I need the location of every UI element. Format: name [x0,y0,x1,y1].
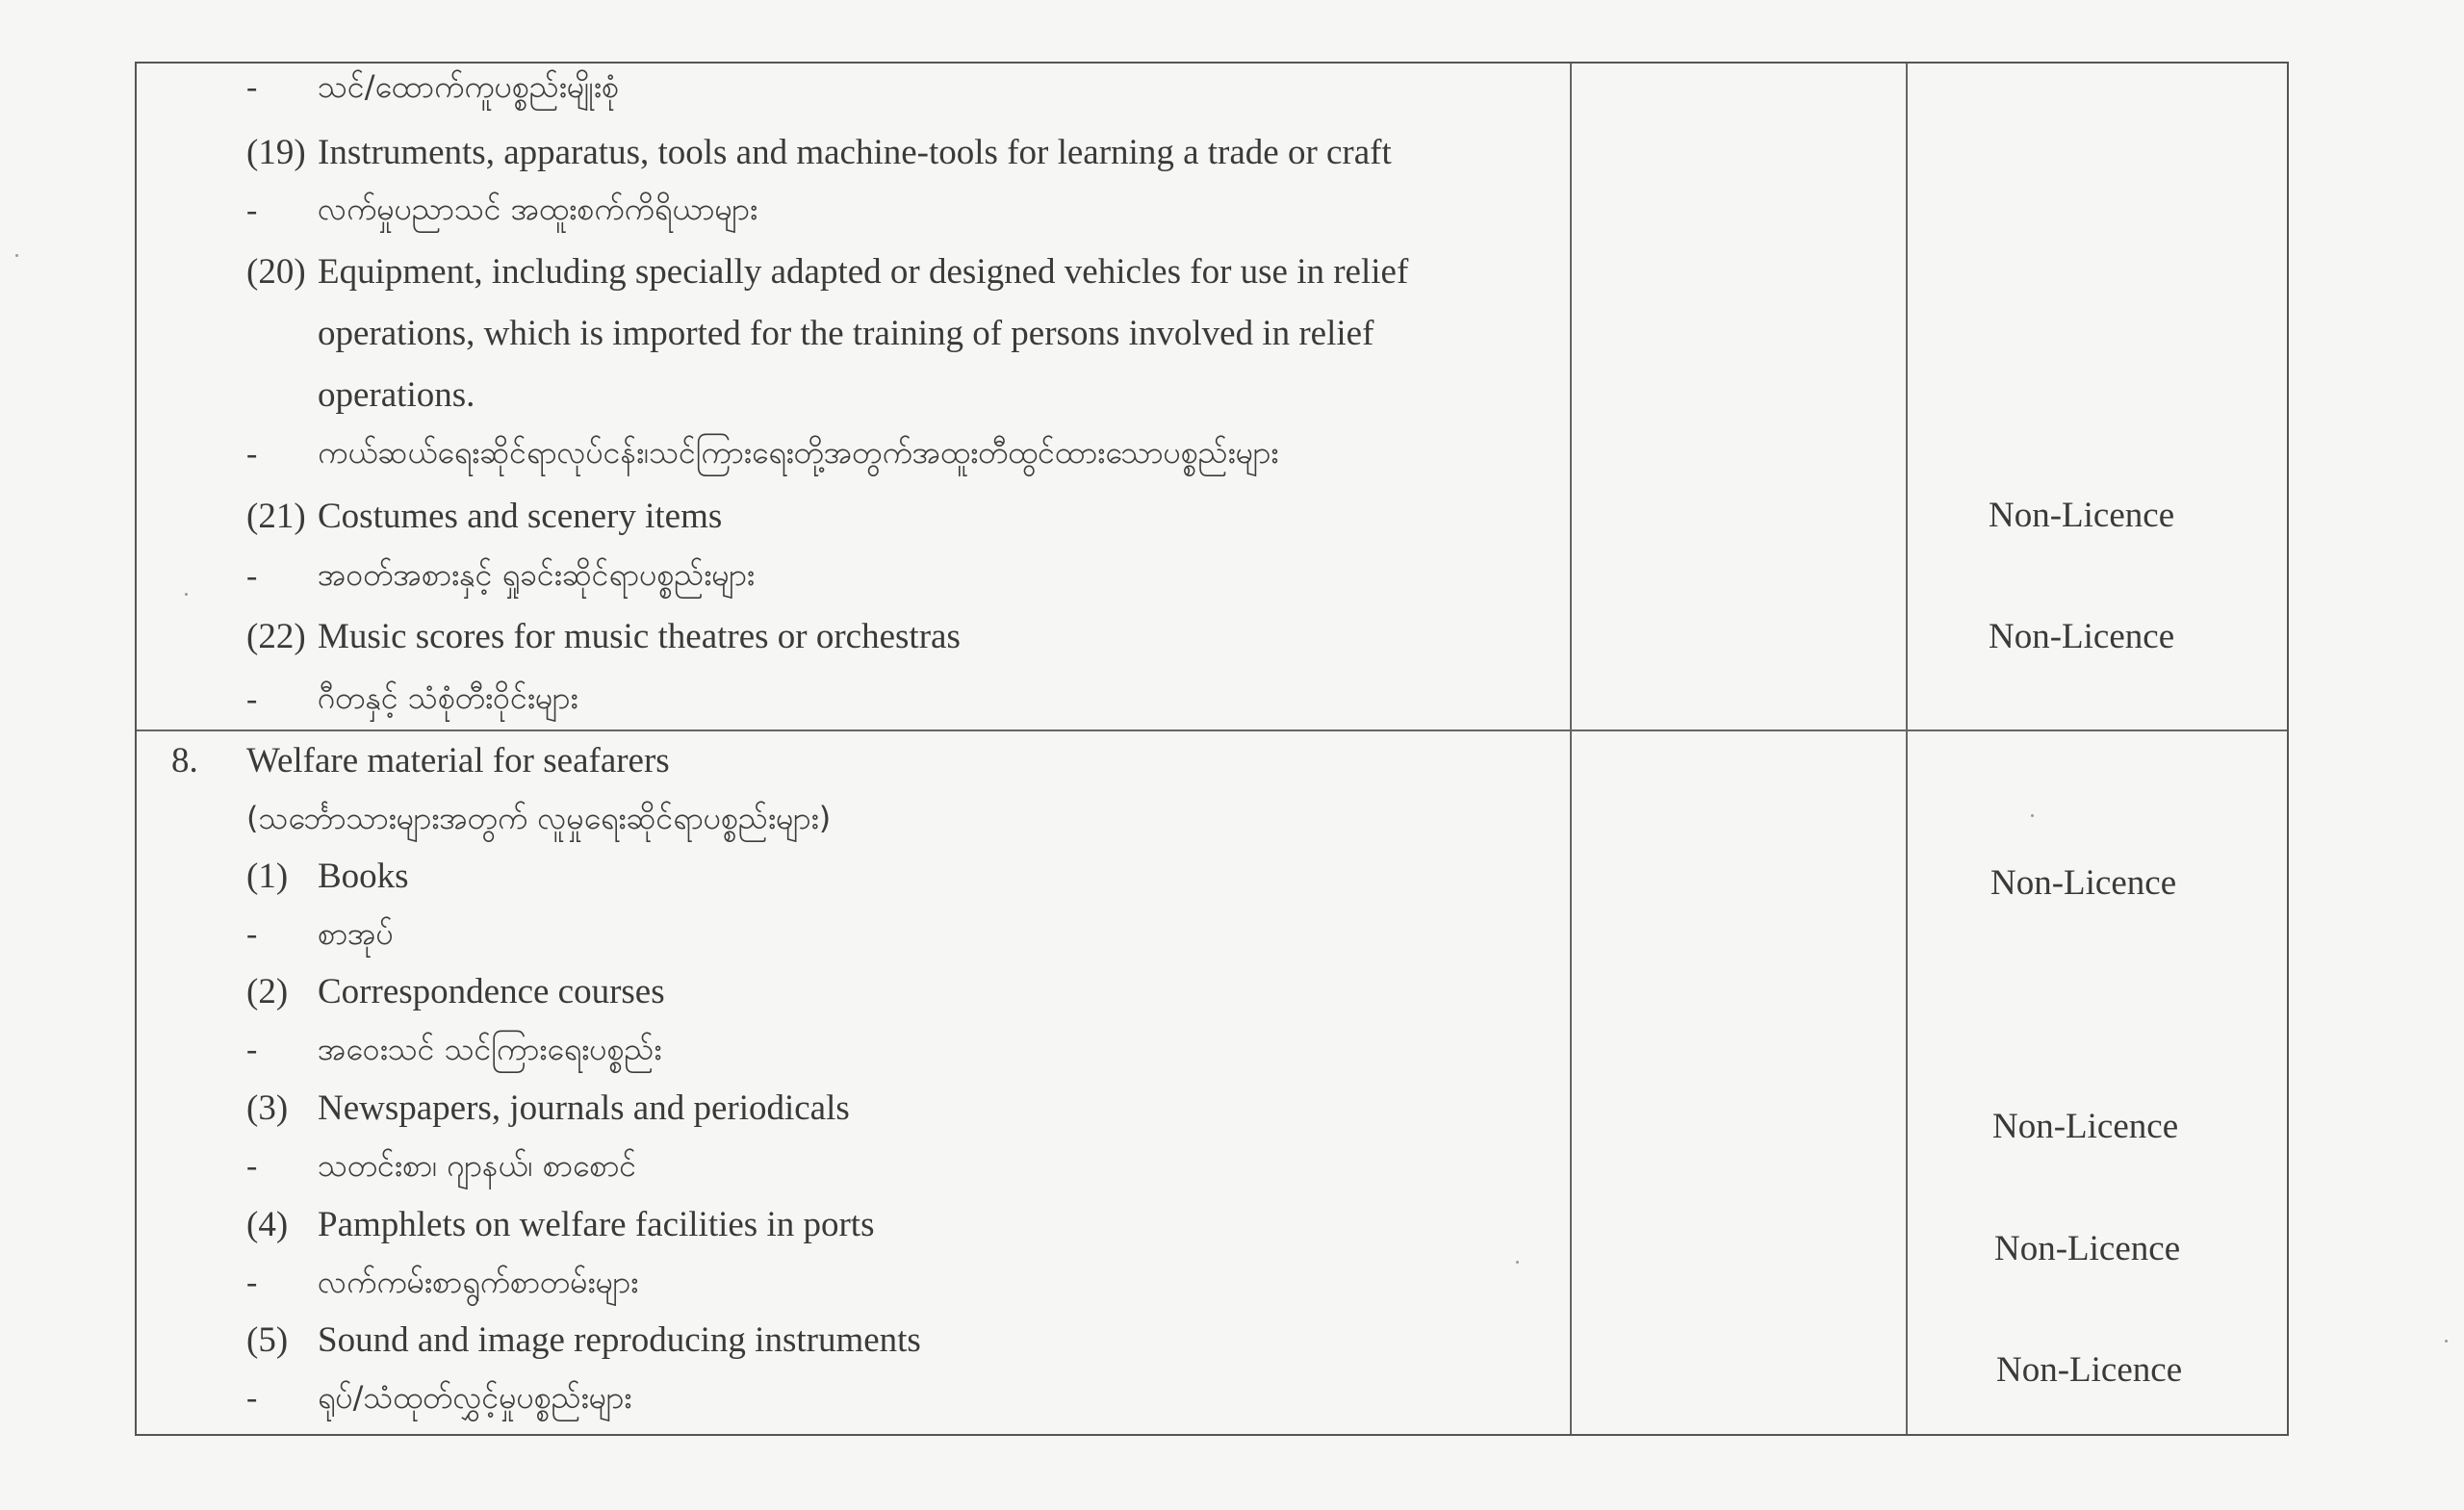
dash-marker: - [246,69,258,105]
burmese-line: လက်ကမ်းစာရွက်စာတမ်းများ [318,1264,639,1300]
dash-marker: - [246,558,258,594]
burmese-line: ရုပ်/သံထုတ်လွှင့်မှုပစ္စည်းများ [318,1379,632,1416]
item-text: Pamphlets on welfare facilities in ports [318,1205,875,1244]
item-number: (1) [246,857,289,896]
item-text-continued: operations. [318,375,475,415]
burmese-line: အဝေးသင် သင်ကြားရေးပစ္စည်း [318,1031,662,1067]
item-number: (19) [246,133,306,172]
section-title: Welfare material for seafarers [246,741,670,781]
licence-status: Non-Licence [1989,496,2175,535]
licence-status: Non-Licence [1992,1107,2179,1146]
dash-marker: - [246,1032,258,1067]
licence-status: Non-Licence [1990,863,2177,903]
item-text-continued: operations, which is imported for the training of persons involved in relief [318,314,1374,353]
dash-marker: - [246,1265,258,1300]
dash-marker: - [246,681,258,717]
dash-marker: - [246,1380,258,1416]
item-text: Sound and image reproducing instruments [318,1320,921,1360]
dash-marker: - [246,436,258,472]
burmese-line: သင်/ထောက်ကူပစ္စည်းမျိုးစုံ [318,68,619,105]
burmese-line: စာအုပ် [318,915,394,952]
burmese-line: ဂီတနှင့် သံစုံတီးဝိုင်းများ [318,679,578,716]
item-number: (22) [246,617,306,656]
burmese-line: အဝတ်အစားနှင့် ရှုခင်းဆိုင်ရာပစ္စည်းများ [318,556,756,593]
item-text: Instruments, apparatus, tools and machine-tools for learning a trade or craft [318,133,1392,172]
licence-status: Non-Licence [1994,1229,2181,1268]
licence-status: Non-Licence [1996,1350,2183,1390]
dash-marker: - [246,916,258,952]
item-text: Equipment, including specially adapted or designed vehicles for use in relief [318,252,1409,292]
row-divider [137,729,2287,731]
burmese-line: ကယ်ဆယ်ရေးဆိုင်ရာလုပ်ငန်း၊သင်ကြားရေးတို့အတွက်အထူးတီထွင်ထားသောပစ္စည်းများ [318,434,1279,471]
item-number: (4) [246,1205,289,1244]
item-text: Music scores for music theatres or orchestras [318,617,961,656]
dash-marker: - [246,1148,258,1184]
item-number: (20) [246,252,306,292]
scan-speck [185,593,188,596]
item-text: Books [318,857,409,896]
section-title-burmese: (သင်္ဘောသားများအတွက် လူမှုရေးဆိုင်ရာပစ္စည်းများ) [246,800,832,836]
item-number: (5) [246,1320,289,1360]
scan-speck [2445,1340,2448,1343]
burmese-line: သတင်းစာ၊ ဂျာနယ်၊ စာစောင် [318,1147,637,1184]
item-number: (21) [246,497,306,536]
scan-speck [2031,814,2034,817]
dash-marker: - [246,192,258,228]
licence-status: Non-Licence [1989,617,2175,656]
scan-speck [15,254,18,257]
item-text: Costumes and scenery items [318,497,723,536]
item-text: Correspondence courses [318,972,665,1011]
section-number: 8. [171,741,198,781]
column-divider [1906,64,1908,1434]
item-number: (2) [246,972,289,1011]
scan-speck [1516,1261,1519,1264]
item-text: Newspapers, journals and periodicals [318,1088,850,1128]
burmese-line: လက်မှုပညာသင် အထူးစက်ကိရိယာများ [318,191,758,227]
item-number: (3) [246,1088,289,1128]
column-divider [1570,64,1572,1434]
